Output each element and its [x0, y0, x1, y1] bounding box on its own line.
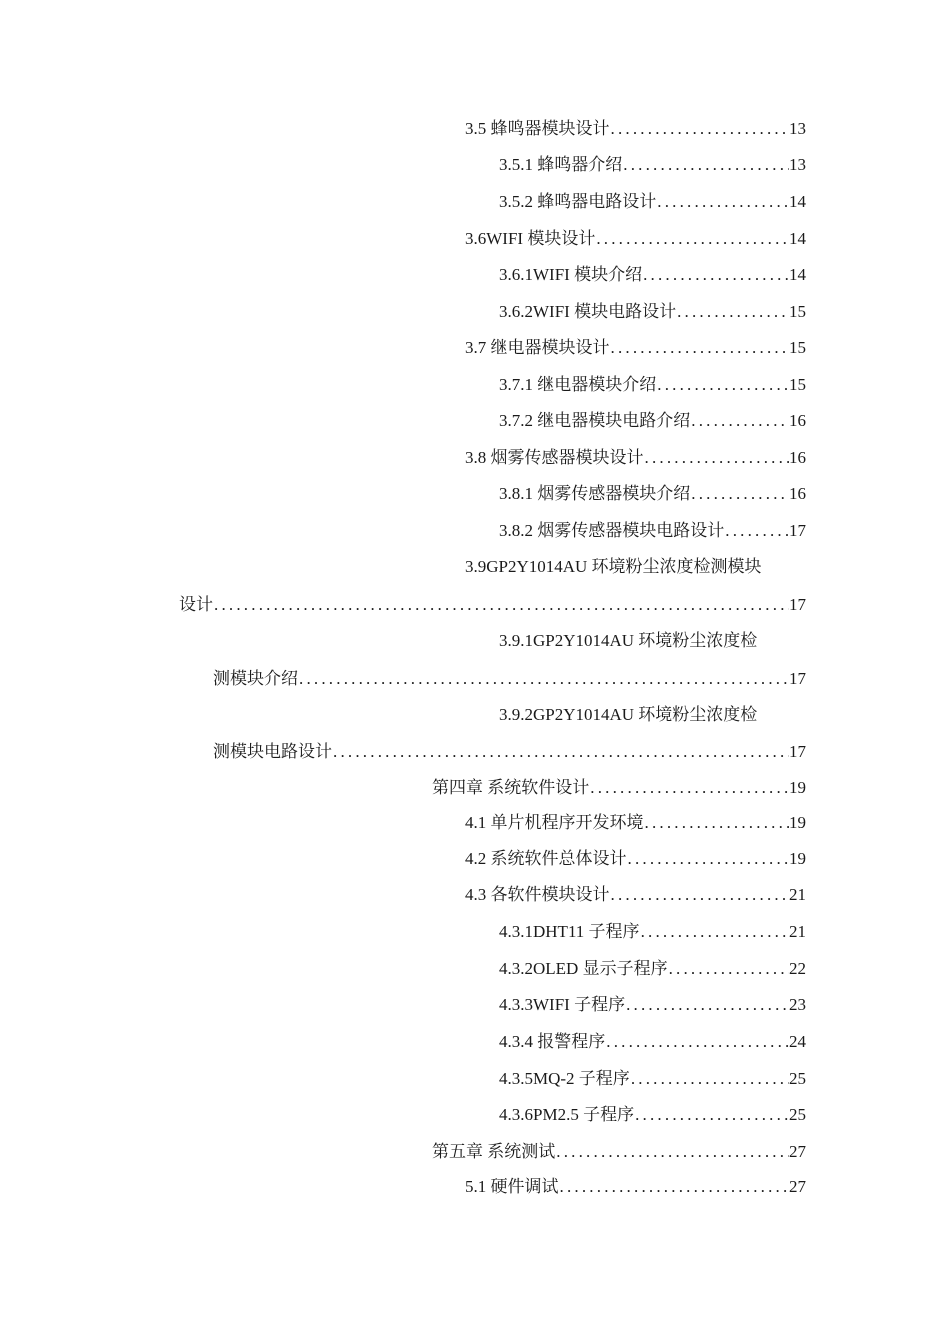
toc-entry-title: 3.5 蜂鸣器模块设计 — [465, 119, 610, 138]
dot-leader — [634, 1104, 789, 1126]
dot-leader — [213, 594, 789, 616]
toc-entry-title-line1[interactable]: 3.9.2GP2Y1014AU 环境粉尘浓度检 — [499, 705, 758, 724]
dot-leader — [559, 1176, 790, 1198]
toc-entry-page: 15 — [789, 302, 806, 321]
dot-leader — [630, 1068, 789, 1090]
toc-entry-page: 19 — [789, 778, 806, 797]
toc-entry-page: 17 — [789, 521, 806, 540]
dot-leader — [555, 1141, 789, 1163]
toc-entry[interactable] — [465, 812, 806, 834]
dot-leader — [625, 994, 789, 1016]
toc-entry-page: 15 — [789, 338, 806, 357]
toc-entry-page: 21 — [789, 885, 806, 904]
dot-leader — [724, 520, 789, 542]
toc-entry[interactable] — [499, 958, 806, 980]
toc-entry[interactable] — [465, 447, 806, 469]
toc-entry[interactable] — [465, 337, 806, 359]
toc-entry-title: 3.7 继电器模块设计 — [465, 338, 610, 357]
toc-entry-page: 14 — [789, 192, 806, 211]
toc-entry-title: 4.3.6PM2.5 子程序 — [499, 1105, 635, 1124]
toc-entry-title: 5.1 硬件调试 — [465, 1177, 559, 1196]
toc-entry-page: 19 — [789, 813, 806, 832]
dot-leader — [642, 264, 789, 286]
toc-entry[interactable] — [499, 410, 806, 432]
toc-entry-title: 3.8.2 烟雾传感器模块电路设计 — [499, 521, 725, 540]
toc-entry[interactable] — [499, 921, 806, 943]
toc-entry-page: 15 — [789, 375, 806, 394]
toc-entry-title: 3.6WIFI 模块设计 — [465, 229, 596, 248]
toc-entry[interactable] — [465, 118, 806, 140]
toc-entry[interactable] — [213, 668, 806, 690]
toc-entry[interactable] — [499, 1104, 806, 1126]
dot-leader — [640, 921, 789, 943]
toc-entry[interactable] — [465, 884, 806, 906]
toc-entry[interactable] — [465, 228, 806, 250]
dot-leader — [676, 301, 789, 323]
toc-entry-title: 3.6.2WIFI 模块电路设计 — [499, 302, 677, 321]
dot-leader — [605, 1031, 789, 1053]
toc-entry-title-line1[interactable]: 3.9.1GP2Y1014AU 环境粉尘浓度检 — [499, 631, 758, 650]
toc-entry-page: 13 — [789, 119, 806, 138]
toc-entry[interactable] — [499, 301, 806, 323]
toc-entry[interactable] — [499, 374, 806, 396]
toc-entry[interactable] — [432, 1141, 806, 1163]
toc-entry-page: 17 — [789, 669, 806, 688]
toc-entry-title: 4.3.4 报警程序 — [499, 1032, 606, 1051]
toc-entry-page: 21 — [789, 922, 806, 941]
toc-entry-page: 25 — [789, 1069, 806, 1088]
dot-leader — [627, 848, 790, 870]
toc-entry-page: 19 — [789, 849, 806, 868]
toc-entry[interactable] — [499, 154, 806, 176]
dot-leader — [668, 958, 789, 980]
toc-entry-page: 17 — [789, 742, 806, 761]
toc-entry-title: 4.2 系统软件总体设计 — [465, 849, 627, 868]
toc-entry-page: 27 — [789, 1177, 806, 1196]
toc-entry-page: 24 — [789, 1032, 806, 1051]
toc-entry-title: 3.5.1 蜂鸣器介绍 — [499, 155, 623, 174]
toc-entry-title: 4.1 单片机程序开发环境 — [465, 813, 644, 832]
dot-leader — [610, 337, 790, 359]
dot-leader — [610, 884, 790, 906]
toc-entry-title-line2: 测模块介绍 — [213, 669, 298, 688]
toc-entry-title: 4.3.5MQ-2 子程序 — [499, 1069, 630, 1088]
toc-entry-title: 3.7.1 继电器模块介绍 — [499, 375, 657, 394]
toc-entry-page: 14 — [789, 265, 806, 284]
dot-leader — [622, 154, 789, 176]
dot-leader — [690, 410, 789, 432]
toc-entry-title: 3.8 烟雾传感器模块设计 — [465, 448, 644, 467]
toc-entry-title: 3.7.2 继电器模块电路介绍 — [499, 411, 691, 430]
dot-leader — [656, 191, 789, 213]
dot-leader — [610, 118, 790, 140]
toc-entry-title-line1[interactable]: 3.9GP2Y1014AU 环境粉尘浓度检测模块 — [465, 557, 762, 576]
toc-entry-title: 3.5.2 蜂鸣器电路设计 — [499, 192, 657, 211]
toc-entry-page: 16 — [789, 411, 806, 430]
toc-entry[interactable] — [213, 741, 806, 763]
toc-entry-title: 4.3.1DHT11 子程序 — [499, 922, 640, 941]
toc-entry-title-line2: 设计 — [179, 595, 213, 614]
toc-entry-page: 22 — [789, 959, 806, 978]
toc-entry[interactable] — [499, 994, 806, 1016]
dot-leader — [656, 374, 789, 396]
toc-entry[interactable] — [465, 848, 806, 870]
toc-entry[interactable] — [499, 1031, 806, 1053]
toc-entry[interactable] — [499, 264, 806, 286]
dot-leader — [298, 668, 789, 690]
toc-entry[interactable] — [432, 777, 806, 799]
toc-entry-page: 27 — [789, 1142, 806, 1161]
dot-leader — [589, 777, 789, 799]
toc-entry-title: 第五章 系统测试 — [432, 1142, 556, 1161]
dot-leader — [595, 228, 789, 250]
dot-leader — [690, 483, 789, 505]
dot-leader — [644, 447, 790, 469]
dot-leader — [644, 812, 790, 834]
toc-entry-page: 14 — [789, 229, 806, 248]
toc-entry-title: 3.6.1WIFI 模块介绍 — [499, 265, 643, 284]
toc-entry-page: 17 — [789, 595, 806, 614]
toc-entry-page: 13 — [789, 155, 806, 174]
toc-entry-title: 4.3 各软件模块设计 — [465, 885, 610, 904]
toc-entry[interactable] — [179, 594, 806, 616]
toc-entry[interactable] — [499, 1068, 806, 1090]
toc-entry-page: 16 — [789, 448, 806, 467]
toc-entry-page: 23 — [789, 995, 806, 1014]
toc-entry[interactable] — [499, 191, 806, 213]
toc-entry[interactable] — [499, 520, 806, 542]
toc-entry-title: 4.3.2OLED 显示子程序 — [499, 959, 668, 978]
toc-entry-title: 3.8.1 烟雾传感器模块介绍 — [499, 484, 691, 503]
toc-entry-title: 第四章 系统软件设计 — [432, 778, 590, 797]
toc-entry-page: 16 — [789, 484, 806, 503]
toc-entry-title-line2: 测模块电路设计 — [213, 742, 332, 761]
toc-entry[interactable] — [465, 1176, 806, 1198]
dot-leader — [332, 741, 789, 763]
toc-entry[interactable] — [499, 483, 806, 505]
toc-entry-page: 25 — [789, 1105, 806, 1124]
toc-entry-title: 4.3.3WIFI 子程序 — [499, 995, 626, 1014]
